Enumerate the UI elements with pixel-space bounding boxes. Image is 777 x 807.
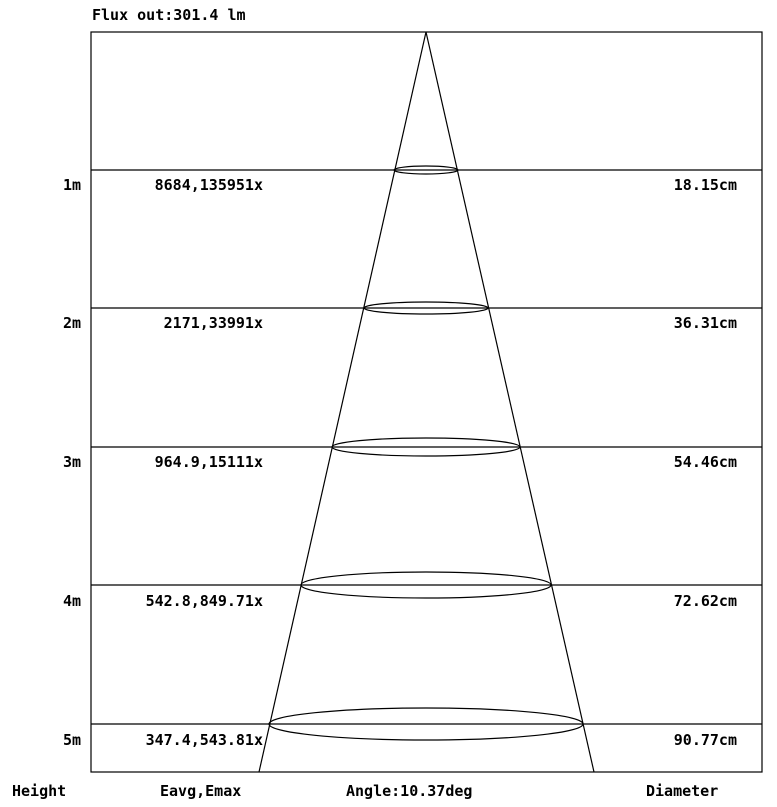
diameter-column-label: Diameter xyxy=(646,782,719,800)
illuminance-label-4m: 542.8,849.71x xyxy=(145,592,263,610)
height-label-5m: 5m xyxy=(62,731,81,749)
illuminance-label-5m: 347.4,543.81x xyxy=(145,731,263,749)
beam-right-edge xyxy=(426,32,594,772)
illuminance-label-1m: 8684,135951x xyxy=(154,176,263,194)
diameter-label-5m: 90.77cm xyxy=(673,731,737,749)
height-label-1m: 1m xyxy=(62,176,81,194)
diameter-label-3m: 54.46cm xyxy=(673,453,737,471)
diameter-label-1m: 18.15cm xyxy=(673,176,737,194)
diameter-label-2m: 36.31cm xyxy=(673,314,737,332)
height-label-4m: 4m xyxy=(62,592,81,610)
height-label-2m: 2m xyxy=(62,314,81,332)
height-column-label: Height xyxy=(12,782,67,800)
illuminance-label-2m: 2171,33991x xyxy=(163,314,263,332)
flux-label: Flux out:301.4 lm xyxy=(92,6,246,24)
diameter-label-4m: 72.62cm xyxy=(673,592,737,610)
diagram-frame xyxy=(91,32,762,772)
illuminance-column-label: Eavg,Emax xyxy=(160,782,242,800)
height-label-3m: 3m xyxy=(62,453,81,471)
beam-angle-label: Angle:10.37deg xyxy=(346,782,473,800)
illuminance-label-3m: 964.9,15111x xyxy=(154,453,263,471)
beam-left-edge xyxy=(259,32,426,772)
